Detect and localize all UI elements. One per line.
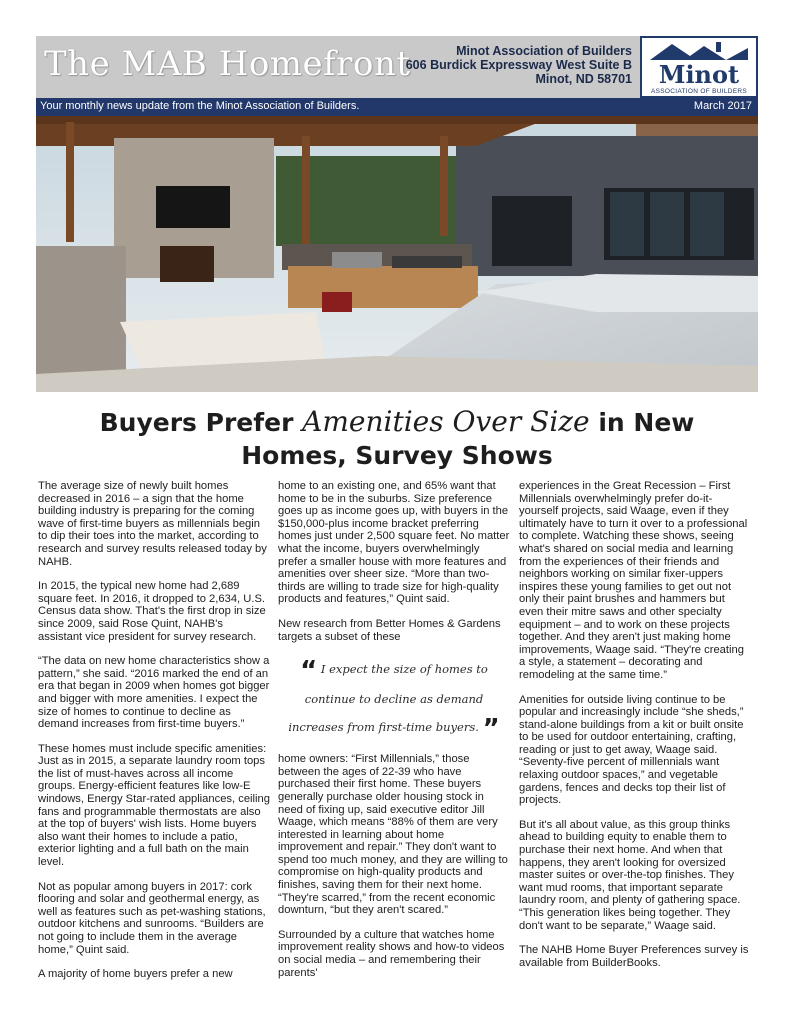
- paragraph: Amenities for outside living continue to be popular and increasingly include “she sheds,” stand-alone buildings from a kit or built onsite to be used for outdoor entertaining, crafting, reading or just to get away, Waage said. “Seventy-five percent of millennials want relaxing outdoor spaces,” and vegetable gardens, fences and decks top their list of projects.: [519, 693, 744, 807]
- headline-script: Amenities Over Size: [302, 405, 590, 438]
- logo-subtitle: ASSOCIATION OF BUILDERS: [651, 88, 747, 95]
- paragraph: Surrounded by a culture that watches home improvement reality shows and how-to videos on social media – and remembering their parents': [278, 928, 505, 979]
- paragraph: These homes must include specific amenities: Just as in 2015, a separate laundry room tops the list of must-haves across all income groups. Energy-efficient features like low-E windows, Energy Star-rated appliances, ceiling fans and programmable thermostats are also at the top of buyers' wish lists. Home buyers also want their homes to include a patio, exterior lighting and a full bath on the main level.: [38, 742, 270, 869]
- paragraph: In 2015, the typical new home had 2,689 square feet. In 2016, it dropped to 2,634, U.S. Census data show. That's the first drop in size since 2009, said Rose Quint, NAHB's assistant vice president for survey research.: [38, 580, 266, 643]
- issue-date: March 2017: [693, 100, 752, 112]
- tagline-band: [36, 98, 758, 116]
- hero-photo: [36, 116, 758, 392]
- article-headline: [36, 405, 758, 472]
- address-street: 606 Burdick Expressway West Suite B: [405, 58, 632, 72]
- article-column-2: [278, 480, 510, 992]
- headline-part1: Buyers Prefer: [99, 408, 294, 437]
- mab-logo: [640, 36, 758, 98]
- paragraph: A majority of home buyers prefer a new: [38, 968, 233, 981]
- headline-part2: in New: [598, 408, 695, 437]
- logo-wordmark: Minot: [658, 60, 740, 89]
- newsletter-title: The MAB Homefront: [44, 44, 411, 84]
- headline-line2: Homes, Survey Shows: [241, 441, 553, 470]
- outdoor-kitchen-patio-photo-icon: [36, 116, 758, 392]
- masthead: [36, 36, 758, 98]
- tagline: Your monthly news update from the Minot Association of Builders.: [40, 100, 360, 112]
- paragraph: home to an existing one, and 65% want that home to be in the suburbs. Size preference goes up as income goes up, with buyers in the $150,000-plus income bracket preferring homes just under 2,500 square feet. No matter what the income, buyers overwhelmingly prefer a smaller house with more features and amenities over sheer size. “More than two-thirds are willing to trade size for high-quality products and features,” Quint said.: [278, 480, 510, 606]
- paragraph: New research from Better Homes & Gardens targets a subset of these: [278, 617, 501, 643]
- paragraph: home owners: “First Millennials,” those between the ages of 22-39 who have purchased their first home. These buyers generally purchase older housing stock in need of fixing up, said executive editor Jill Waage, which means “88% of them are very interested in learning about home improvement and repair.” They don't want to spend too much money, and they are willing to compromise on high-quality products and finishes, saving them for their next home. “They're scarred,” from the recent economic downturn, “but they aren't scared.”: [278, 753, 508, 917]
- article-column-3: [519, 480, 751, 992]
- paragraph: The average size of newly built homes decreased in 2016 – a sign that the home building industry is preparing for the coming wave of first-time buyers as millennials begin to dip their toes into the market, according to research and survey results released today by NAHB.: [38, 480, 267, 568]
- address-org: Minot Association of Builders: [456, 44, 632, 58]
- paragraph: Not as popular among buyers in 2017: cork flooring and solar and geothermal energy, as well as features such as pet-washing stations, outdoor kitchens and sunrooms. “Builders are not going to include them in the average home,” Quint said.: [38, 880, 266, 956]
- address-block: [406, 44, 632, 86]
- pull-quote: [278, 655, 510, 743]
- address-city: Minot, ND 58701: [535, 72, 632, 86]
- pull-quote-text: I expect the size of homes to continue to decline as demand increases from first-time buyers.: [288, 662, 488, 735]
- open-quote-icon: “: [300, 656, 318, 687]
- paragraph: But it's all about value, as this group thinks ahead to building equity to enable them to purchase their next home. And when that happens, they aren't looking for oversized master suites or over-the-top finishes. They want mud rooms, that important separate laundry room, and plenty of gathering space. “This generation likes being together. They don't want to be separate,” Waage said.: [519, 818, 741, 932]
- paragraph: experiences in the Great Recession – First Millennials overwhelmingly prefer do-it-yourself projects, said Waage, even if they ultimately have to turn it over to a professional to complete. Watching these shows, seeing what's shared on social media and learning from the experiences of their friends and neighbors working on similar fixer-uppers inspires these young families to get out not only their paint brushes and hammers but even their mitre saws and other specialty equipment – and to work on these projects together. And they aren't just making home improvements, Waage said. “They're creating a style, a statement – decorating and remodeling at the same time.”: [519, 480, 748, 681]
- close-quote-icon: ”: [482, 714, 500, 745]
- paragraph: The NAHB Home Buyer Preferences survey is available from BuilderBooks.: [519, 944, 749, 969]
- paragraph: “The data on new home characteristics show a pattern,” she said. “2016 marked the end of an era that began in 2009 when homes got bigger and bigger with more amenities. I expect the size of homes to continue to decline as demand increases from first-time buyers.”: [38, 655, 270, 731]
- article-column-1: [38, 480, 270, 992]
